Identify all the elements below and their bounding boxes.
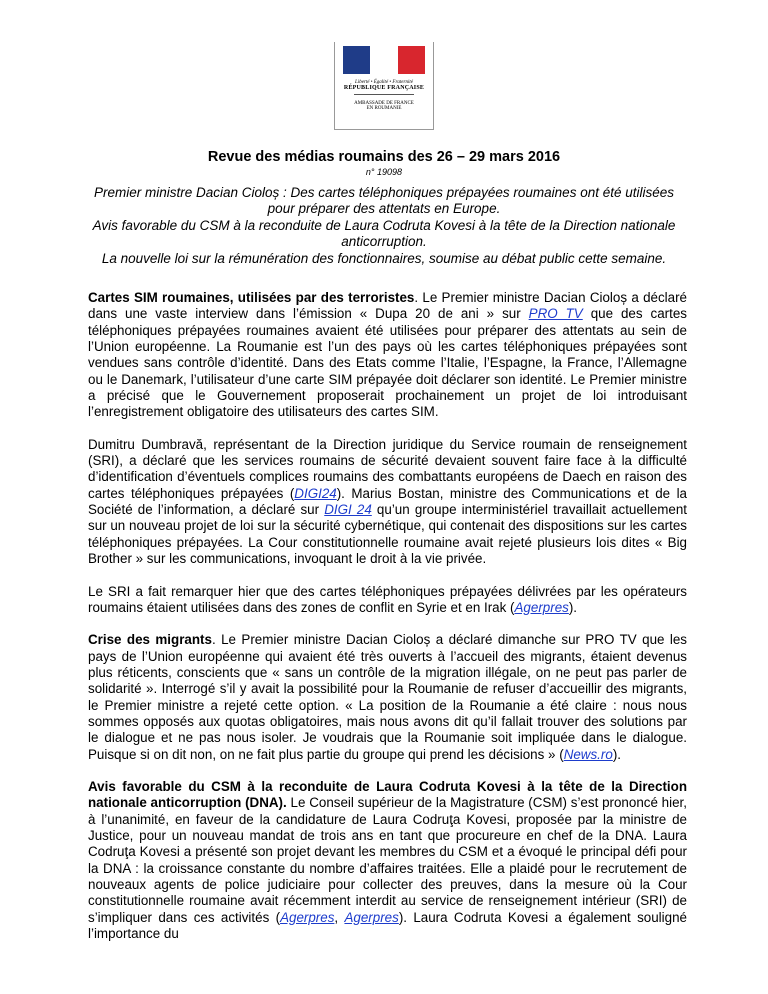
paragraph-text: qu’un groupe interministériel travaillait actuellement sur un nouveau projet de loi sur la sécurité cybernétique, qui contenait des dispositions sur les cartes téléphoniques prépayées. La Cour constitutionnelle roumaine avait rejeté plusieurs lois dites « Big Brother » sur les communications, invoquant le droit à la vie privée. <box>88 502 687 567</box>
document-title: Revue des médias roumains des 26 – 29 mars 2016 <box>207 149 561 165</box>
french-flag <box>343 46 425 74</box>
paragraph-text: ). <box>612 746 621 762</box>
embassy-logo <box>334 42 434 130</box>
headline-1: Premier ministre Dacian Cioloș : Des cartes téléphoniques prépayées roumaines ont été utilisées pour préparer des attentats en Europe. <box>93 185 675 217</box>
paragraph-text: Dumitru Dumbravă, représentant de la Direction juridique du Service roumain de renseignement (SRI), a déclaré que les services roumains de sécurité devaient souvent faire face à la difficulté d’identification d’éventuels complices roumains des combattants européens de Daech en raison des cartes téléphoniques prépayées ( <box>88 436 687 501</box>
source-link-digi24-2[interactable]: DIGI 24 <box>324 502 372 518</box>
republic-name: RÉPUBLIQUE FRANÇAISE <box>343 85 425 91</box>
paragraph-text: que des cartes téléphoniques prépayées roumaines avaient été utilisées pour préparer des attentats au sein de l’Union européenne. La Roumanie est l’un des pays où les cartes téléphoniques prépayées sont vendues sans contrôle d’identité. Dans des Etats comme l’Italie, l’Espagne, la France, l’Allemagne ou le Danemark, l’utilisateur d’une carte SIM prépayée doit déclarer son identité. Le Premier ministre a précisé que le Gouvernement proposerait prochainement un projet de loi introduisant l’enregistrement obligatoire des utilisateurs des cartes SIM. <box>88 306 687 420</box>
headline-2: Avis favorable du CSM à la reconduite de Laura Codruta Kovesi à la tête de la Direction nationale anticorruption. <box>92 217 676 250</box>
paragraph-text: ). <box>568 599 578 615</box>
paragraph-text: Le SRI a fait remarquer hier que des cartes téléphoniques prépayées délivrées par les opérateurs roumains étaient utilisées dans des zones de conflit en Syrie et en Irak ( <box>88 583 687 615</box>
headline-3: La nouvelle loi sur la rémunération des fonctionnaires, soumise au débat public cette semaine. <box>101 250 667 266</box>
embassy-name-line2: EN ROUMANIE <box>366 106 402 111</box>
source-link-digi24[interactable]: DIGI24 <box>294 485 337 501</box>
paragraph-text: ). Laura Codruta Kovesi a également souligné l’importance du <box>88 909 687 942</box>
paragraph-lead: Avis favorable du CSM à la reconduite de Laura Codruta Kovesi à la tête de la Direction nationale anticorruption (DNA). <box>88 778 687 811</box>
paragraph-text: Le Conseil supérieur de la Magistrature (CSM) s’est prononcé hier, à l’unanimité, en faveur de la candidature de Laura Codruţa Kovesi, proposée par la ministre de Justice, pour un nouveau mandat de trois ans en tant que procureure en chef de la DNA. Laura Codruţa Kovesi a présenté son projet devant les membres du CSM et a évoqué le principal défi pour la DNA : la croissance constante du nombre d’affaires traitées. Elle a plaidé pour le recrutement de nouveaux agents de police judiciaire pour collecter des preuves, dans la mesure où la Cour constitutionnelle roumaine avait récemment interdit au service de renseignement intérieur (SRI) de s’impliquer dans ces activités ( <box>88 795 687 925</box>
article-body <box>88 290 687 958</box>
paragraph-csm-kovesi <box>88 779 687 942</box>
paragraph-sim-cards <box>88 290 687 421</box>
paragraph-migrants <box>88 632 687 763</box>
link-separator: , <box>334 909 345 925</box>
paragraph-sri <box>88 437 687 568</box>
embassy-name-line1: AMBASSADE DE FRANCE <box>354 101 414 106</box>
flag-red-band <box>398 46 425 74</box>
paragraph-sri-conflict <box>88 584 687 617</box>
logo-divider <box>354 94 414 95</box>
source-link-newsro[interactable]: News.ro <box>563 746 613 762</box>
document-number: n° 19098 <box>365 167 403 177</box>
flag-white-band <box>370 46 397 74</box>
republic-motto: Liberté • Égalité • Fraternité <box>355 80 413 85</box>
paragraph-lead: Cartes SIM roumaines, utilisées par des terroristes <box>88 290 415 305</box>
paragraph-text: . Le Premier ministre Dacian Cioloș a déclaré dimanche sur PRO TV que les pays de l’Union européenne qui avaient été très ouverts à l’accueil des migrants, étaient devenus plus réticents, conscients que « sans un contrôle de la migration illégale, on ne peut pas parler de solidarité ». Interrogé s’il y avait la possibilité pour la Roumanie de refuser d’accueillir des migrants, le Premier ministre a rejeté cette option. « La position de la Roumanie a été claire : nous nous sommes opposés aux quotas obligatoires, mais nous avons dit qu’il fallait trouver des solutions par le dialogue et ne pas nous isoler. Je voudrais que la Roumanie soit impliquée dans le dialogue. Puisque si on dit non, on ne fait plus partie du groupe qui prend les décisions » ( <box>88 632 688 762</box>
source-link-agerpres-1[interactable]: Agerpres <box>280 909 335 925</box>
paragraph-lead: Crise des migrants <box>88 632 212 648</box>
flag-blue-band <box>343 46 370 74</box>
source-link-agerpres-2[interactable]: Agerpres <box>344 909 399 925</box>
headlines-block <box>90 185 678 267</box>
source-link-agerpres[interactable]: Agerpres <box>514 599 569 615</box>
source-link-protv[interactable]: PRO TV <box>528 306 583 322</box>
paragraph-text: ). Marius Bostan, ministre des Communications et de la Société de l’information, a déclaré sur <box>88 485 687 518</box>
paragraph-text: . Le Premier ministre Dacian Cioloș a déclaré dans une vaste interview dans l’émission « Dupa 20 de ani » sur <box>88 290 687 322</box>
